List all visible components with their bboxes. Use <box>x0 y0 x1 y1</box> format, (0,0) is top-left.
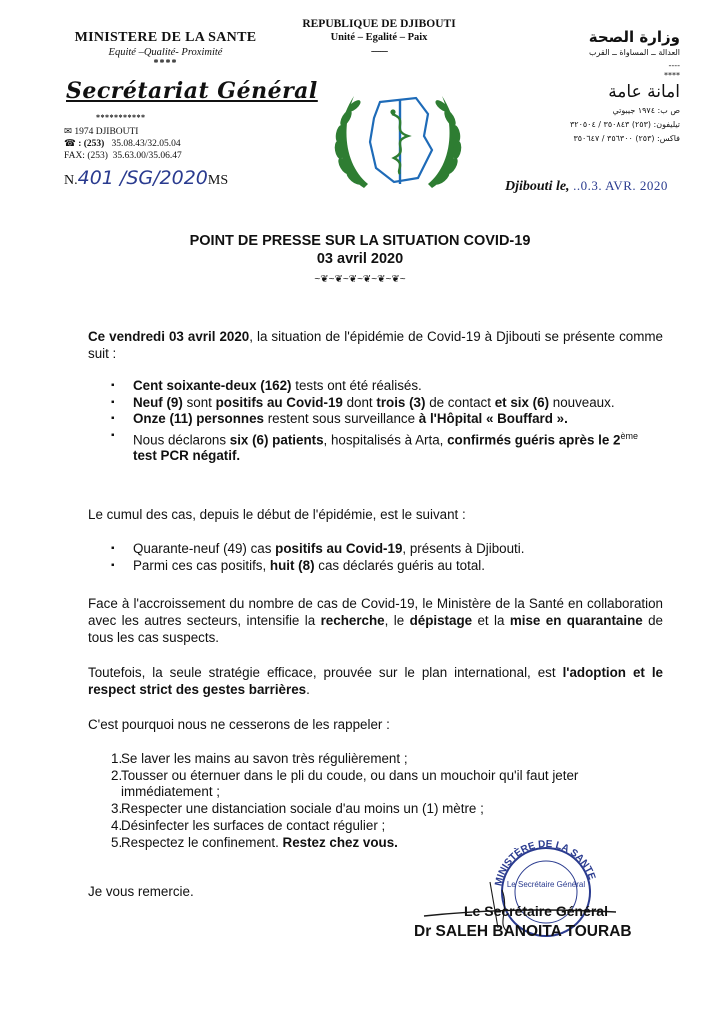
item-number: 3. <box>111 801 123 816</box>
arabic-fax: فاكس: (٢٥٣) ٣٥٦٣٠٠ / ٣٥٠٦٤٧ <box>573 134 680 143</box>
item-number: 2. <box>111 768 123 783</box>
text-run: nouveaux. <box>549 394 615 410</box>
laurel-wreath-icon <box>333 96 462 188</box>
bullet-marker-icon: ▪ <box>111 429 115 441</box>
item-number: 5. <box>111 835 123 850</box>
text-run: Parmi ces cas positifs, <box>133 557 270 573</box>
secretariat-general: Secrétariat Général <box>66 78 318 104</box>
bold-run: mise en quarantaine <box>509 613 643 628</box>
bold-run: positifs au Covid-19 <box>215 394 343 410</box>
ministry-name: MINISTERE DE LA SANTE <box>74 30 257 45</box>
caduceus-icon <box>392 114 408 174</box>
bold-run: dépistage <box>409 613 473 628</box>
bold-run: six (6) patients <box>229 431 324 447</box>
text-run: sont <box>182 394 216 410</box>
paragraph-3 <box>88 595 663 646</box>
text-run: . <box>306 682 310 697</box>
bullet-marker-icon: ▪ <box>111 396 115 408</box>
thanks: Je vous remercie. <box>88 884 194 899</box>
bullet-marker-icon: ▪ <box>111 413 115 424</box>
arabic-stars: **** <box>664 71 680 80</box>
cumul-intro <box>88 506 663 523</box>
phone-prefix: : (253) <box>78 139 105 149</box>
cumul-intro-text: Le cumul des cas, depuis le début de l'épidémie, est le suivant : <box>88 507 466 522</box>
bullet-list-1 <box>88 378 663 465</box>
text-run: Face à l'accroissement du nombre de cas de Covid-19, le Ministère de la Santé en collaboration avec les autres secteurs, intensifie la <box>88 596 663 628</box>
po-box-row <box>64 126 182 138</box>
bullet-item <box>88 378 663 395</box>
arabic-dashes: ---- <box>668 61 680 70</box>
title-line-2: 03 avril 2020 <box>316 251 404 267</box>
republic-dashes: ------- <box>370 46 388 57</box>
ministry-header <box>58 30 273 69</box>
bullet-item <box>88 411 663 428</box>
ministry-emblem <box>324 78 472 204</box>
numbered-item <box>88 751 663 767</box>
bold-run: à l'Hôpital « Bouffard ». <box>418 411 568 426</box>
bold-run: recherche <box>320 613 385 628</box>
phone-numbers: 35.08.43/32.05.04 <box>111 139 181 149</box>
paragraph-4 <box>88 664 663 698</box>
bold-run: test PCR négatif. <box>133 448 241 464</box>
text-run: , hospitalisés à Arta, <box>323 431 448 447</box>
ref-suffix: MS <box>207 173 229 188</box>
text-run: cas déclarés guéris au total. <box>314 557 485 573</box>
intro-rest: , la situation de l'épidémie de Covid-19 à Djibouti se présente comme suit : <box>88 329 663 361</box>
bold-run: confirmés guéris après le 2 <box>447 431 621 447</box>
bullet-marker-icon: ▪ <box>111 543 115 554</box>
intro-paragraph <box>88 328 663 362</box>
date-label: Djibouti le, <box>505 179 570 194</box>
text-run: , présents à Djibouti. <box>402 541 525 556</box>
text-run: de tous les cas suspects. <box>88 613 663 645</box>
stamp-inner-text: Le Secrétaire Général <box>506 880 586 889</box>
intro-bold: Ce vendredi 03 avril 2020 <box>88 329 250 344</box>
bullet-marker-icon: ▪ <box>111 380 115 391</box>
text-run: Quarante-neuf (49) cas <box>133 541 276 556</box>
arabic-secretariat: امانة عامة <box>608 82 680 102</box>
text-run: Nous déclarons <box>133 431 230 447</box>
fax-numbers: 35.63.00/35.06.47 <box>112 151 182 161</box>
bold-run: trois (3) <box>376 394 426 410</box>
signatory-name: Dr SALEH BANOITA TOURAB <box>414 923 632 940</box>
bold-run: et six (6) <box>494 394 550 410</box>
bullet-list-2 <box>88 541 663 574</box>
paragraph-5-text: C'est pourquoi nous ne cesserons de les rappeler : <box>88 717 390 732</box>
po-box: 1974 DJIBOUTI <box>74 127 139 137</box>
arabic-po-box: ص ب: ١٩٧٤ جيبوتي <box>612 106 680 115</box>
republic-header <box>294 18 464 57</box>
ref-handwritten: 401 /SG/2020 <box>77 167 208 189</box>
text-run: et la <box>472 613 510 628</box>
text-run: tests ont été réalisés. <box>291 378 422 393</box>
numbered-item <box>88 801 663 817</box>
signatory-title: Le Secrétaire Général <box>464 903 608 919</box>
bold-run: huit (8) <box>269 557 315 573</box>
arabic-motto: العدالة ــ المساواة ــ القرب <box>588 48 680 57</box>
bold-run: l'adoption et le respect strict des gestes barrières <box>88 665 663 697</box>
phone-row <box>64 138 182 150</box>
ministry-stars: **** <box>153 58 178 69</box>
bullet-item <box>88 428 663 465</box>
paragraph-5 <box>88 716 663 733</box>
bold-run: ème <box>620 430 639 441</box>
phone-icon: ☎ <box>64 139 76 149</box>
bullet-item <box>88 541 663 558</box>
arabic-header <box>520 28 680 144</box>
bold-run: positifs au Covid-19 <box>275 541 403 556</box>
text-run: , le <box>384 613 410 628</box>
text-run: de contact <box>425 394 495 410</box>
bold-run: Onze (11) personnes <box>133 411 264 426</box>
text-run: Désinfecter les surfaces de contact régulier ; <box>121 818 386 833</box>
bullet-item <box>88 558 663 575</box>
ministry-motto: Equité –Qualité- Proximité <box>108 47 223 58</box>
bullet-item <box>88 395 663 412</box>
text-run: Respectez le confinement. <box>121 835 283 850</box>
republic-name: REPUBLIQUE DE DJIBOUTI <box>302 18 456 30</box>
mail-icon: ✉ <box>64 127 72 137</box>
arabic-ministry: وزارة الصحة <box>588 28 680 46</box>
bold-run: Cent soixante-deux (162) <box>133 378 292 393</box>
republic-motto: Unité – Egalité – Paix <box>330 32 428 43</box>
separator-stars: *********** <box>96 113 146 122</box>
text-run: Toutefois, la seule stratégie efficace, prouvée sur le plan international, est <box>88 665 563 680</box>
item-number: 1. <box>111 751 123 766</box>
date-stamp: ..0.3. AVR. 2020 <box>573 178 668 193</box>
text-run: restent sous surveillance <box>263 411 419 426</box>
bold-run: Restez chez vous. <box>282 835 398 850</box>
date-line <box>505 178 668 195</box>
arabic-phone: تيليفون: (٢٥٣) ٣٥٠٨٤٣ / ٣٢٠٥٠٤ <box>569 120 680 129</box>
stamp-ring-text: MINISTÈRE DE LA SANTE <box>493 838 598 888</box>
title-ornament: ~❦~❦~❦~❦~❦~❦~ <box>314 274 406 285</box>
ref-prefix: N. <box>64 173 78 188</box>
text-run: Tousser ou éternuer dans le pli du coude, ou dans un mouchoir qu'il faut jeter immédiatement ; <box>121 768 579 799</box>
fax-row <box>64 150 182 162</box>
text-run: Respecter une distanciation sociale d'au moins un (1) mètre ; <box>121 801 484 816</box>
contact-block <box>64 126 182 162</box>
title-line-1: POINT DE PRESSE SUR LA SITUATION COVID-19 <box>189 233 531 249</box>
item-number: 4. <box>111 818 123 833</box>
document-title <box>0 232 720 268</box>
bullet-marker-icon: ▪ <box>111 559 115 571</box>
bold-run: Neuf (9) <box>133 394 183 410</box>
numbered-item <box>88 768 663 800</box>
text-run: Se laver les mains au savon très régulièrement ; <box>121 751 408 766</box>
reference-number <box>64 167 228 189</box>
text-run: dont <box>342 394 377 410</box>
fax-label: FAX: (253) <box>64 151 108 161</box>
